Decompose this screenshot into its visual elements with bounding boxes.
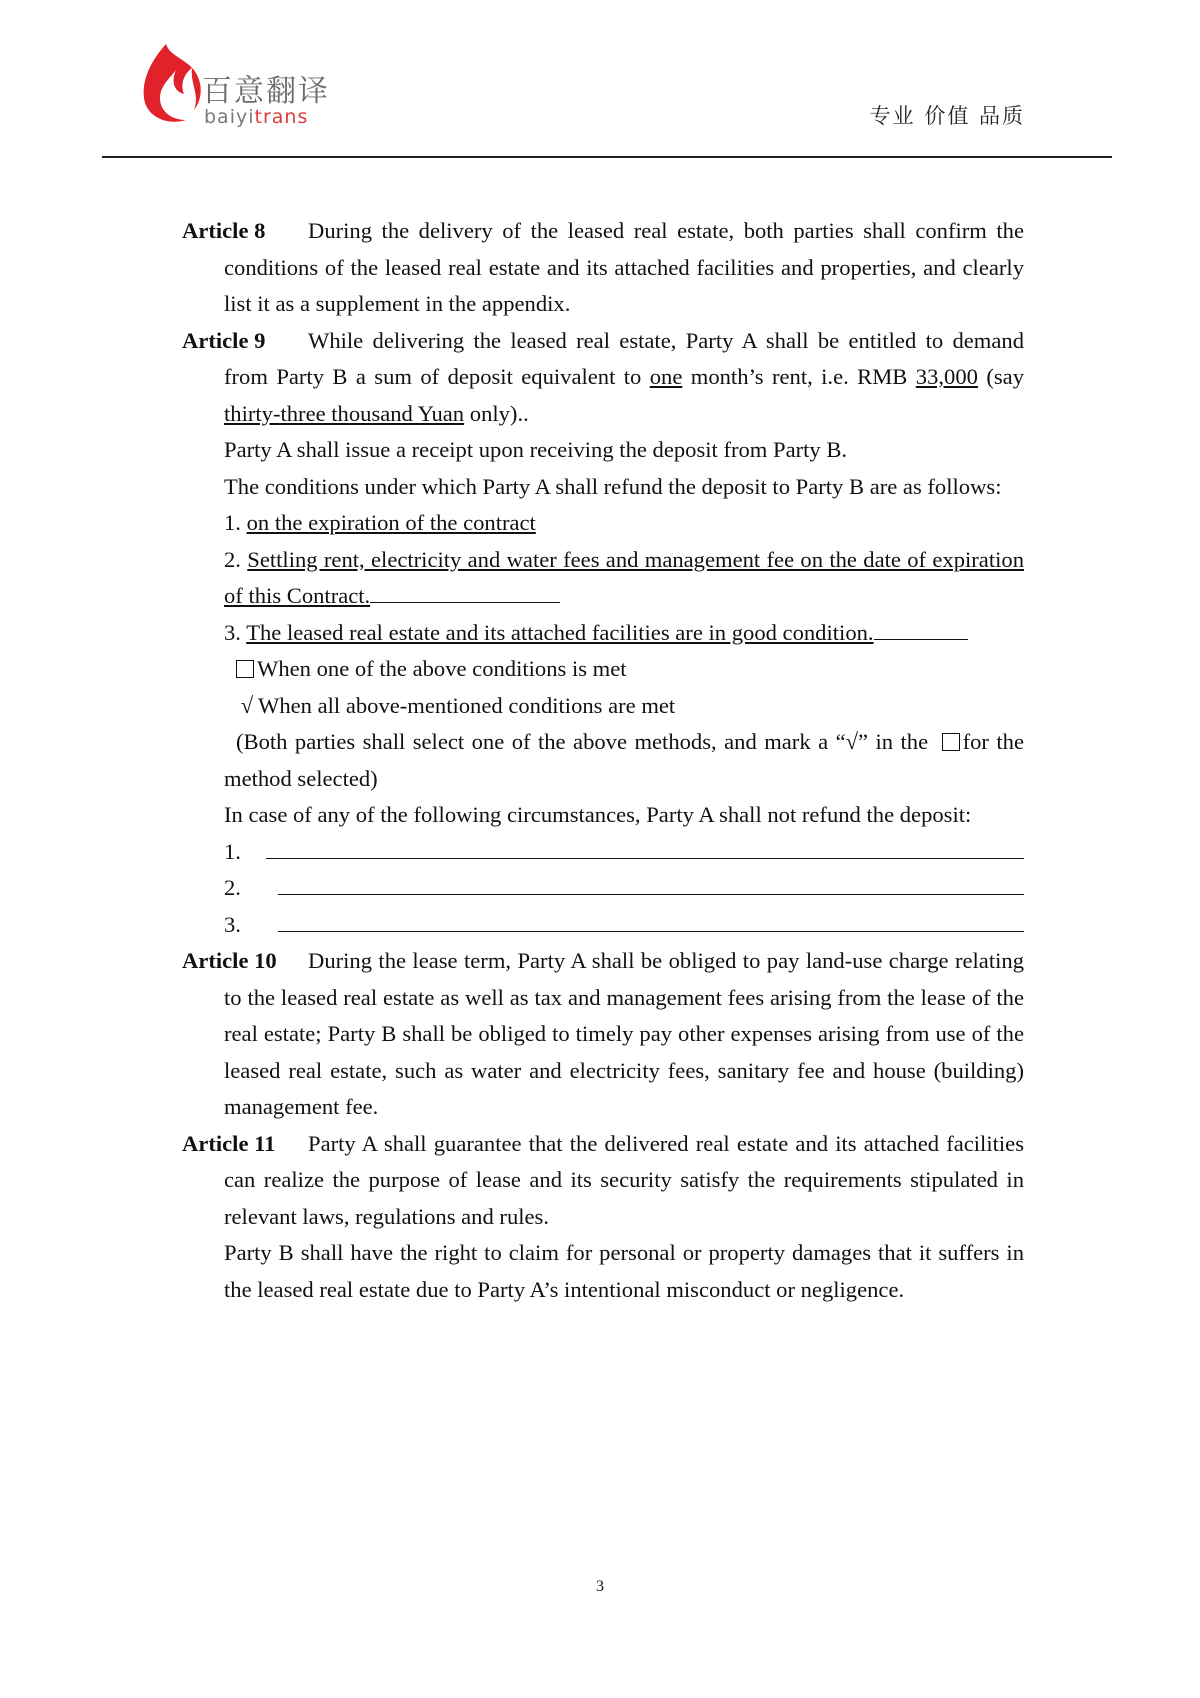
logo-english-name: baiyitrans xyxy=(204,106,309,128)
condition-item: 2. Settling rent, electricity and water fees and management fee on the date of expiration of this Contract. xyxy=(224,546,1024,608)
company-logo xyxy=(136,40,356,130)
header-slogan: 专业 价值 品质 xyxy=(869,104,1025,128)
article-text: Party A shall guarantee that the delivered real estate and its attached facilities can realize the purpose of lease and its security satisfy the requirements stipulated in relevant laws, regulations and rules. xyxy=(224,1130,1024,1229)
no-refund-item: 3. xyxy=(182,907,1024,944)
article-11-paragraph-2: Party B shall have the right to claim for personal or property damages that it suffers in the leased real estate due to Party A’s intentional misconduct or negligence. xyxy=(224,1240,1024,1302)
blank-line xyxy=(266,838,1024,859)
header-divider xyxy=(102,156,1112,158)
condition-item: 3. The leased real estate and its attached facilities are in good condition. xyxy=(182,615,1024,652)
blank-line xyxy=(874,619,968,640)
condition-item: 1. on the expiration of the contract xyxy=(224,510,536,535)
page-number: 3 xyxy=(596,1578,604,1595)
article-label: Article 8 xyxy=(182,218,266,243)
deposit-months: one xyxy=(649,364,683,389)
article-10 xyxy=(182,943,1024,1126)
article-9: Article 9 While delivering the leased real estate, Party A shall be entitled to demand from Party B a sum of deposit equivalent to one month’s rent, i.e. RMB 33,000 (say thirty-three thousand Yuan only).. xyxy=(182,323,1024,433)
article-label: Article 11 xyxy=(182,1130,276,1156)
article-text: During the lease term, Party A shall be obliged to pay land-use charge relating to the leased real estate as well as tax and management fees arising from the lease of the real estate; Party B shall be obliged to timely pay other expenses arising from use of the leased real estate, such as water and electricity fees, sanitary fee and house (building) management fee. xyxy=(224,948,1024,1119)
logo-chinese-name: 百意翻译 xyxy=(202,74,330,109)
option-all-conditions: √ When all above-mentioned conditions are met xyxy=(182,688,1024,725)
blank-line xyxy=(370,582,560,603)
blank-line xyxy=(278,874,1024,895)
article-label: Article 9 xyxy=(182,327,266,353)
article-8 xyxy=(182,213,1024,323)
article-text: During the delivery of the leased real estate, both parties shall confirm the conditions of the leased real estate and its attached facilities and properties, and clearly list it as a supplement in the appendix. xyxy=(224,218,1024,316)
flame-logo-icon xyxy=(136,40,206,130)
option-one-condition: When one of the above conditions is met xyxy=(182,651,1024,688)
refund-intro: The conditions under which Party A shall refund the deposit to Party B are as follows: xyxy=(224,473,1002,499)
no-refund-item: 1. xyxy=(182,834,1024,871)
checkbox-icon xyxy=(236,660,254,678)
article-11 xyxy=(182,1126,1024,1236)
no-refund-intro: In case of any of the following circumstances, Party A shall not refund the deposit: xyxy=(224,802,972,827)
article-label: Article 10 xyxy=(182,948,277,973)
checkbox-icon xyxy=(942,733,960,751)
deposit-amount-words: thirty-three thousand Yuan xyxy=(224,400,465,426)
blank-line xyxy=(278,911,1024,932)
no-refund-item: 2. xyxy=(182,870,1024,907)
method-note: (Both parties shall select one of the above methods, and mark a “√” in the for the method selected) xyxy=(224,729,1024,791)
deposit-amount: 33,000 xyxy=(915,364,978,389)
checkmark-icon: √ xyxy=(240,692,254,718)
document-body xyxy=(182,213,1024,1308)
receipt-paragraph: Party A shall issue a receipt upon receiving the deposit from Party B. xyxy=(224,437,848,462)
